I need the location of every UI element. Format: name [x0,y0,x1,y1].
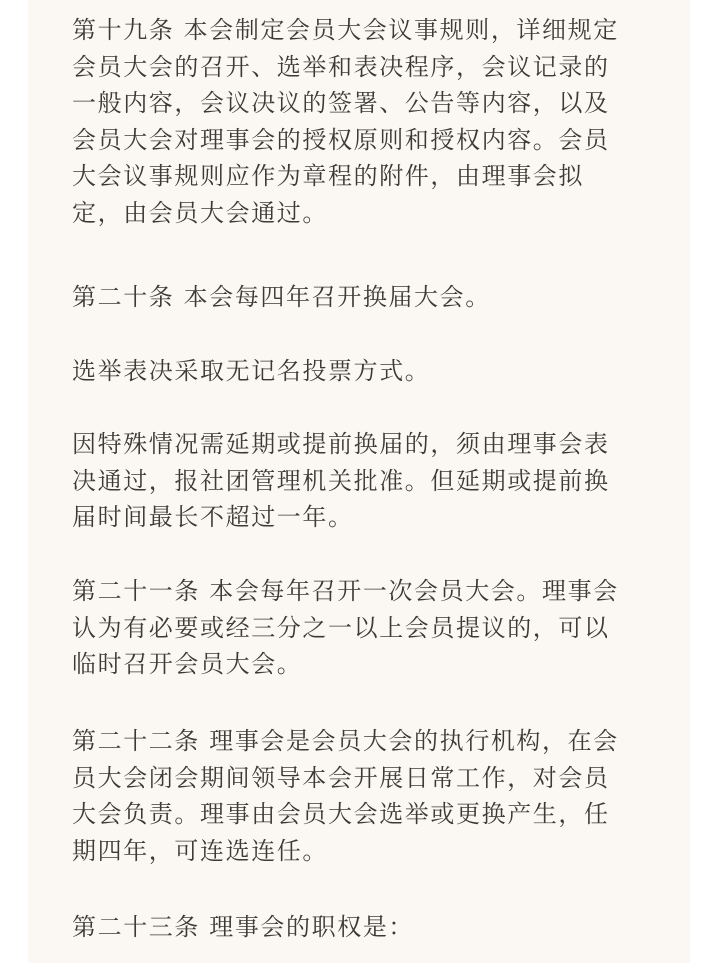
article-22-paragraph: 第二十二条 理事会是会员大会的执行机构，在会 员大会闭会期间领导本会开展日常工作，对会员 大会负责。理事由会员大会选举或更换产生，任 期四年，可连选连任。 [72,727,619,865]
article-20-paragraph: 第二十条 本会每四年召开换届大会。 [72,283,491,311]
article-21-paragraph: 第二十一条 本会每年召开一次会员大会。理事会 认为有必要或经三分之一以上会员提议的，可以 临时召开会员大会。 [72,577,619,678]
document-page [28,0,690,963]
term-extension-paragraph: 因特殊情况需延期或提前换届的，须由理事会表 决通过，报社团管理机关批准。但延期或提前换 届时间最长不超过一年。 [72,430,610,531]
article-19-paragraph: 第十九条 本会制定会员大会议事规则，详细规定 会员大会的召开、选举和表决程序，会议记录的 一般内容，会议决议的签署、公告等内容，以及 会员大会对理事会的授权原则和授权内容。会员 大会议事规则应作为章程的附件，由理事会拟 定，由会员大会通过。 [72,16,619,227]
article-23-paragraph: 第二十三条 理事会的职权是： [72,913,415,941]
voting-method-paragraph: 选举表决采取无记名投票方式。 [72,357,431,385]
